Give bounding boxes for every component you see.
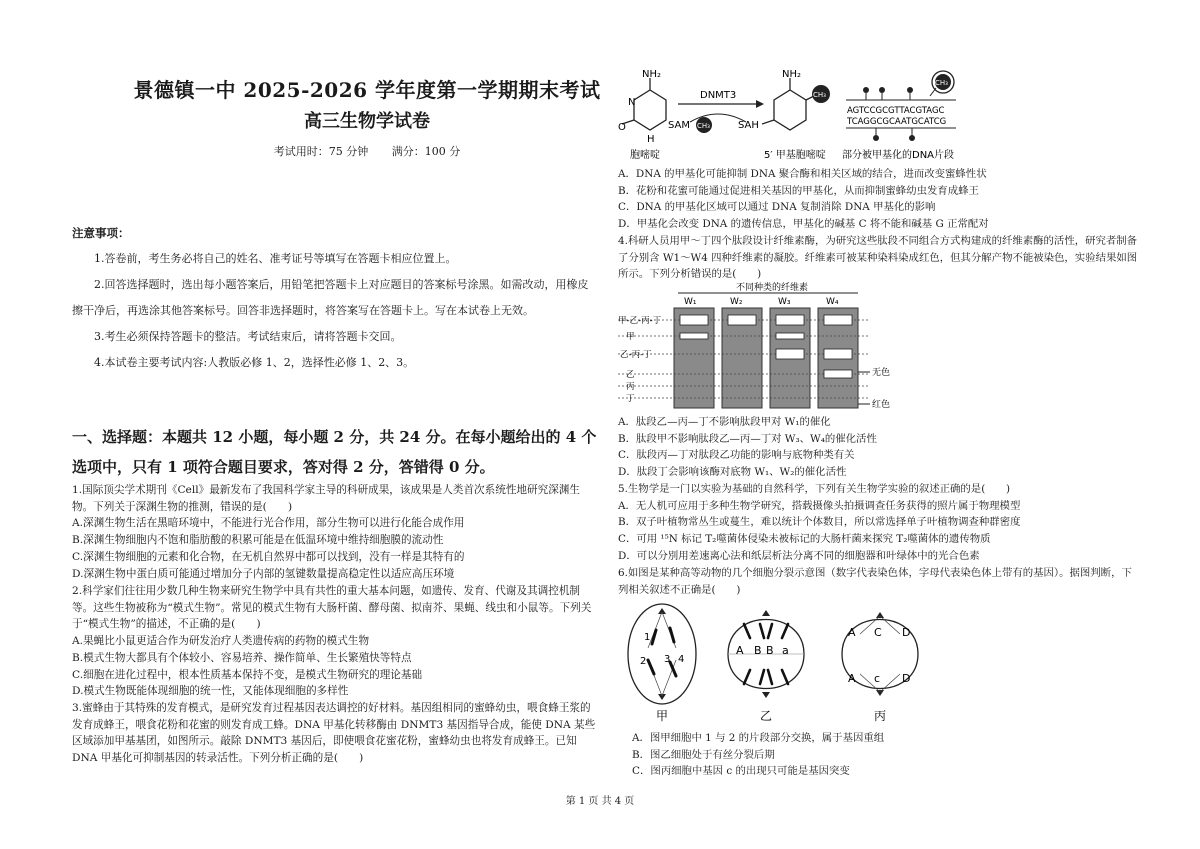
- option: D．肽段丁会影响该酶对底物 W₁、W₂的催化活性: [618, 466, 847, 479]
- exam-subtitle: 高三生物学试卷: [304, 111, 430, 132]
- chromosome-number: 3: [664, 654, 671, 665]
- section-heading: 一、选择题：本题共 12 小题，每小题 2 分，共 24 分。在每小题给出的 4 个选项中，只有 1 项符合题目要求，答对得 2 分，答错得 0 分。: [72, 428, 597, 476]
- note-item: 1.答卷前，考生务必将自己的姓名、准考证号等填写在答题卡相应位置上。: [94, 252, 457, 265]
- gene-label: C: [874, 626, 882, 639]
- enzyme-label: DNMT3: [700, 90, 737, 101]
- gene-label: A: [848, 626, 856, 639]
- lane-label: W₁: [684, 297, 697, 307]
- question-4: [618, 233, 1138, 283]
- question-1: [72, 482, 597, 582]
- exam-title: 景德镇一中 2025-2026 学年度第一学期期末考试: [133, 78, 601, 102]
- option: D.模式生物既能体现细胞的统一性，又能体现细胞的多样性: [72, 685, 349, 698]
- question-stem: 3.蜜蜂由于其特殊的发育模式，是研究发育过程基因表达调控的好材料。基因组相同的蜜蜂幼虫，喂食蜂王浆的发育成蜂王，喂食花粉和花蜜的则发育成工蜂。DNA 甲基化转移酶由 DNMT3 基因指导合成，能使 DNA 某些区域添加甲基基团，如图所示。敲除 DNMT3 基因后，即使喂食花蜜花粉，蜜蜂幼虫也将发育成蜂王。已知 DNA 甲基化可抑制基因的转录活性。下列分析正确的是( ): [72, 702, 596, 765]
- cell-bing: [842, 612, 918, 723]
- gene-label: c: [874, 672, 881, 685]
- option: C．可用 ¹⁵N 标记 T₂噬菌体侵染未被标记的大肠杆菌来探究 T₂噬菌体的遗传物质: [618, 533, 991, 546]
- gene-label: a: [782, 644, 789, 657]
- cellulose-gel-figure: [618, 282, 918, 414]
- cell-label: 甲: [656, 709, 669, 723]
- option: A.深渊生物生活在黑暗环境中，不能进行光合作用，部分生物可以进行化能合成作用: [72, 517, 465, 530]
- row-label: 丁: [626, 394, 635, 404]
- methylcytosine-caption: 5′ 甲基胞嘧啶: [764, 150, 826, 161]
- seq-bottom: TCAGGCGCAATGCATCG: [847, 117, 947, 127]
- o-label: O: [618, 122, 626, 133]
- option: B．肽段甲不影响肽段乙—丙—丁对 W₃、W₄的催化活性: [618, 432, 877, 445]
- cell-jia: [628, 604, 696, 723]
- chromosome-number: 1: [644, 632, 651, 643]
- option: B．图乙细胞处于有丝分裂后期: [632, 748, 775, 761]
- question-2: [72, 583, 597, 700]
- gene-label: A: [736, 644, 744, 657]
- question-3: [72, 700, 597, 767]
- option: B.深渊生物细胞内不饱和脂肪酸的积累可能是在低温环境中维持细胞膜的流动性: [72, 534, 444, 547]
- methylcytosine-structure: [762, 78, 814, 130]
- cytosine-caption: 胞嘧啶: [630, 150, 660, 161]
- option: C.细胞在进化过程中，根本性质基本保持不变，是模式生物研究的理论基础: [72, 668, 423, 681]
- cell-label: 乙: [760, 709, 773, 723]
- chromosome-number: 2: [640, 656, 647, 667]
- nh2-label: NH₂: [782, 69, 802, 80]
- question-stem: 5.生物学是一门以实验为基础的自然科学，下列有关生物学实验的叙述正确的是( ): [618, 483, 1011, 495]
- cell-yi: [728, 610, 804, 723]
- row-label: 甲-乙-丙-丁: [618, 316, 662, 326]
- notes-section: [72, 220, 597, 376]
- legend-clear: 无色: [872, 368, 891, 378]
- option: A．DNA 的甲基化可能抑制 DNA 聚合酶和相关区域的结合，进而改变蜜蜂性状: [618, 168, 987, 180]
- option: C．图丙细胞中基因 c 的出现只可能是基因突变: [632, 765, 850, 778]
- row-label: 丙: [626, 382, 635, 392]
- option: D．可以分別用差速离心法和纸层析法分离不同的细胞器和叶绿体中的光合色素: [618, 549, 980, 562]
- nh2-label: NH₂: [642, 69, 662, 80]
- option: C．DNA 的甲基化区域可以通过 DNA 复制消除 DNA 甲基化的影响: [618, 201, 936, 214]
- row-label: 乙-丙-丁: [620, 350, 652, 360]
- question-stem: 2.科学家们往往用少数几种生物来研究生物学中具有共性的重大基本问题，如遗传、发育、代谢及其调控机制等。这些生物被称为“模式生物”。常见的模式生物有大肠杆菌、酵母菌、拟南芥、果蝇、线虫和小鼠等。下列关于“模式生物”的描述，不正确的是( ): [72, 585, 592, 631]
- option: D.深渊生物中蛋白质可能通过增加分子内部的氢键数量提高稳定性以适应高压环境: [72, 567, 455, 580]
- n-label: N: [628, 97, 636, 108]
- exam-meta: [132, 143, 602, 159]
- option: C．肽段丙—丁对肽段乙功能的影响与底物种类有关: [618, 449, 855, 462]
- methyl-label: CH₃: [697, 122, 710, 130]
- option: A.果蝇比小鼠更适合作为研发治疗人类遗传病的药物的模式生物: [72, 635, 370, 648]
- question-stem: 1.国际顶尖学术期刊《Cell》最新发布了我国科学家主导的科研成果，该成果是人类首次系统性地研究深渊生物。下列关于深渊生物的推测，错误的是( ): [72, 484, 580, 513]
- gene-label: D: [902, 672, 911, 685]
- gene-label: D: [902, 626, 911, 639]
- option: D．甲基化会改变 DNA 的遗传信息，甲基化的碱基 C 将不能和碱基 G 正常配对: [618, 218, 989, 231]
- question-stem: 4.科研人员用甲～丁四个肽段设计纤维素酶，为研究这些肽段不同组合方式构建成的纤维素酶的活性，研究者制备了分别含 W1～W4 四种纤维素的凝胶。纤维素可被某种染料染成红色，但其分解产物不能被染色，实验结果如图所示。下列分析错误的是( ): [618, 235, 1138, 281]
- gel-top-label: 不同种类的纤维素: [736, 283, 809, 293]
- lane-label: W₄: [826, 297, 839, 307]
- question-5: [618, 481, 1138, 565]
- row-label: 甲: [626, 332, 635, 342]
- row-label: 乙: [626, 370, 635, 380]
- note-item: 2.回答选择题时，选出每小题答案后，用铅笔把答题卡上对应题目的答案标号涂黑。如需改动，用橡皮擦干净后，再选涂其他答案标号。回答非选择题时，将答案写在答题卡上。写在本试卷上无效。: [72, 278, 589, 317]
- q3-options: [618, 166, 1138, 233]
- gene-label: B: [766, 644, 774, 657]
- methylation-figure: [618, 66, 1138, 164]
- notes-heading: 注意事项：: [72, 226, 130, 240]
- legend-red: 红色: [872, 400, 891, 410]
- option: A．无人机可应用于多种生物学研究，搭载摄像头拍摄调查任务获得的照片属于物理模型: [618, 499, 1021, 512]
- exam-time: 考试用时：75 分钟: [273, 145, 369, 158]
- cell-division-figure: [618, 598, 938, 728]
- h-label: H: [647, 134, 655, 145]
- seq-top: AGTCCGCGTTACGTAGC: [847, 106, 945, 116]
- question-6: [618, 565, 1138, 598]
- option: B．双子叶植物常丛生或蔓生，难以统计个体数目，所以常选择单子叶植物调查种群密度: [618, 516, 1021, 529]
- exam-score: 满分：100 分: [391, 145, 461, 158]
- q4-options: [618, 414, 1138, 481]
- gene-label: A: [848, 672, 856, 685]
- sam-label: SAM: [668, 120, 691, 131]
- note-item: 4.本试卷主要考试内容:人教版必修 1、2，选择性必修 1、2、3。: [94, 356, 415, 369]
- lane-label: W₂: [730, 297, 743, 307]
- dna-fragment: [846, 71, 956, 141]
- option: A．图甲细胞中 1 与 2 的片段部分交换，属于基因重组: [632, 732, 885, 744]
- sah-label: SAH: [738, 120, 759, 131]
- cell-label: 丙: [874, 709, 887, 723]
- note-item: 3.考生必须保持答题卡的整洁。考试结束后，请将答题卡交回。: [94, 330, 402, 343]
- option: B．花粉和花蜜可能通过促进相关基因的甲基化，从而抑制蜜蜂幼虫发育成蜂王: [618, 184, 979, 197]
- methyl-label: CH₃: [813, 91, 826, 99]
- option: B.模式生物大都具有个体较小、容易培养、操作简单、生长繁殖快等特点: [72, 651, 412, 664]
- chromosome-number: 4: [678, 654, 685, 665]
- page-footer: 第 1 页 共 4 页: [565, 796, 635, 807]
- option: C.深渊生物细胞的元素和化合物，在无机自然界中都可以找到，没有一样是其特有的: [72, 550, 465, 563]
- option: A．肽段乙—丙—丁不影响肽段甲对 W₁的催化: [618, 416, 831, 428]
- question-stem: 6.如图是某种高等动物的几个细胞分裂示意图（数字代表染色体，字母代表染色体上带有的基因）。据图判断，下列相关叙述不正确是( ): [618, 567, 1132, 596]
- gene-label: B: [754, 644, 762, 657]
- arrowhead: [756, 100, 764, 108]
- dna-caption: 部分被甲基化的DNA片段: [842, 150, 955, 161]
- q6-options: [618, 730, 1152, 780]
- lane-label: W₃: [778, 297, 791, 307]
- methyl-label: CH₃: [935, 79, 948, 87]
